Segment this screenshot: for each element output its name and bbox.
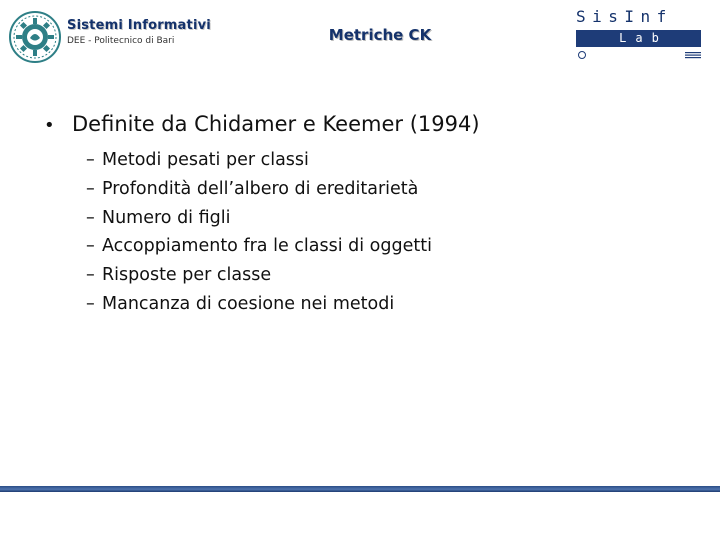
dee-logo-icon — [685, 51, 701, 59]
list-item-text: Metodi pesati per classi — [102, 150, 309, 170]
dash-icon: – — [86, 293, 95, 314]
politecnico-seal-icon — [578, 51, 586, 59]
sub-bullet-list — [44, 150, 684, 323]
main-bullet — [44, 112, 684, 136]
gear-seal-icon — [8, 10, 62, 64]
university-seal-logo — [8, 10, 62, 64]
list-item-text: Mancanza di coesione nei metodi — [102, 293, 395, 314]
page-title: Metriche CK — [328, 26, 432, 44]
brand-title: Sistemi Informativi — [67, 18, 211, 33]
dash-icon: – — [86, 236, 95, 257]
list-item-text: Accoppiamento fra le classi di oggetti — [102, 236, 432, 257]
list-item — [44, 179, 684, 208]
sisinf-lab-logo — [576, 8, 701, 59]
sislab-footer — [576, 51, 701, 59]
list-item — [44, 265, 684, 294]
list-item — [44, 236, 684, 265]
dash-icon: – — [86, 178, 95, 199]
lab-logo-bar: Lab — [576, 30, 701, 47]
list-item — [44, 150, 684, 179]
list-item-text: Profondità dell’albero di ereditarietà — [102, 178, 419, 199]
footer-divider-bar — [0, 486, 720, 492]
brand-block — [67, 18, 211, 46]
list-item — [44, 294, 684, 323]
main-bullet-text: Definite da Chidamer e Keemer (1994) — [72, 112, 480, 136]
list-item-text: Numero di figli — [102, 207, 231, 228]
dash-icon: – — [86, 150, 95, 170]
list-item — [44, 208, 684, 237]
slide-content — [44, 112, 684, 323]
sisinf-logo-text: SisInf — [576, 7, 673, 26]
bullet-dot-icon: • — [44, 115, 55, 136]
list-item-text: Risposte per classe — [102, 265, 272, 286]
dash-icon: – — [86, 265, 95, 286]
dash-icon: – — [86, 207, 95, 228]
brand-subtitle: DEE - Politecnico di Bari — [67, 36, 175, 46]
